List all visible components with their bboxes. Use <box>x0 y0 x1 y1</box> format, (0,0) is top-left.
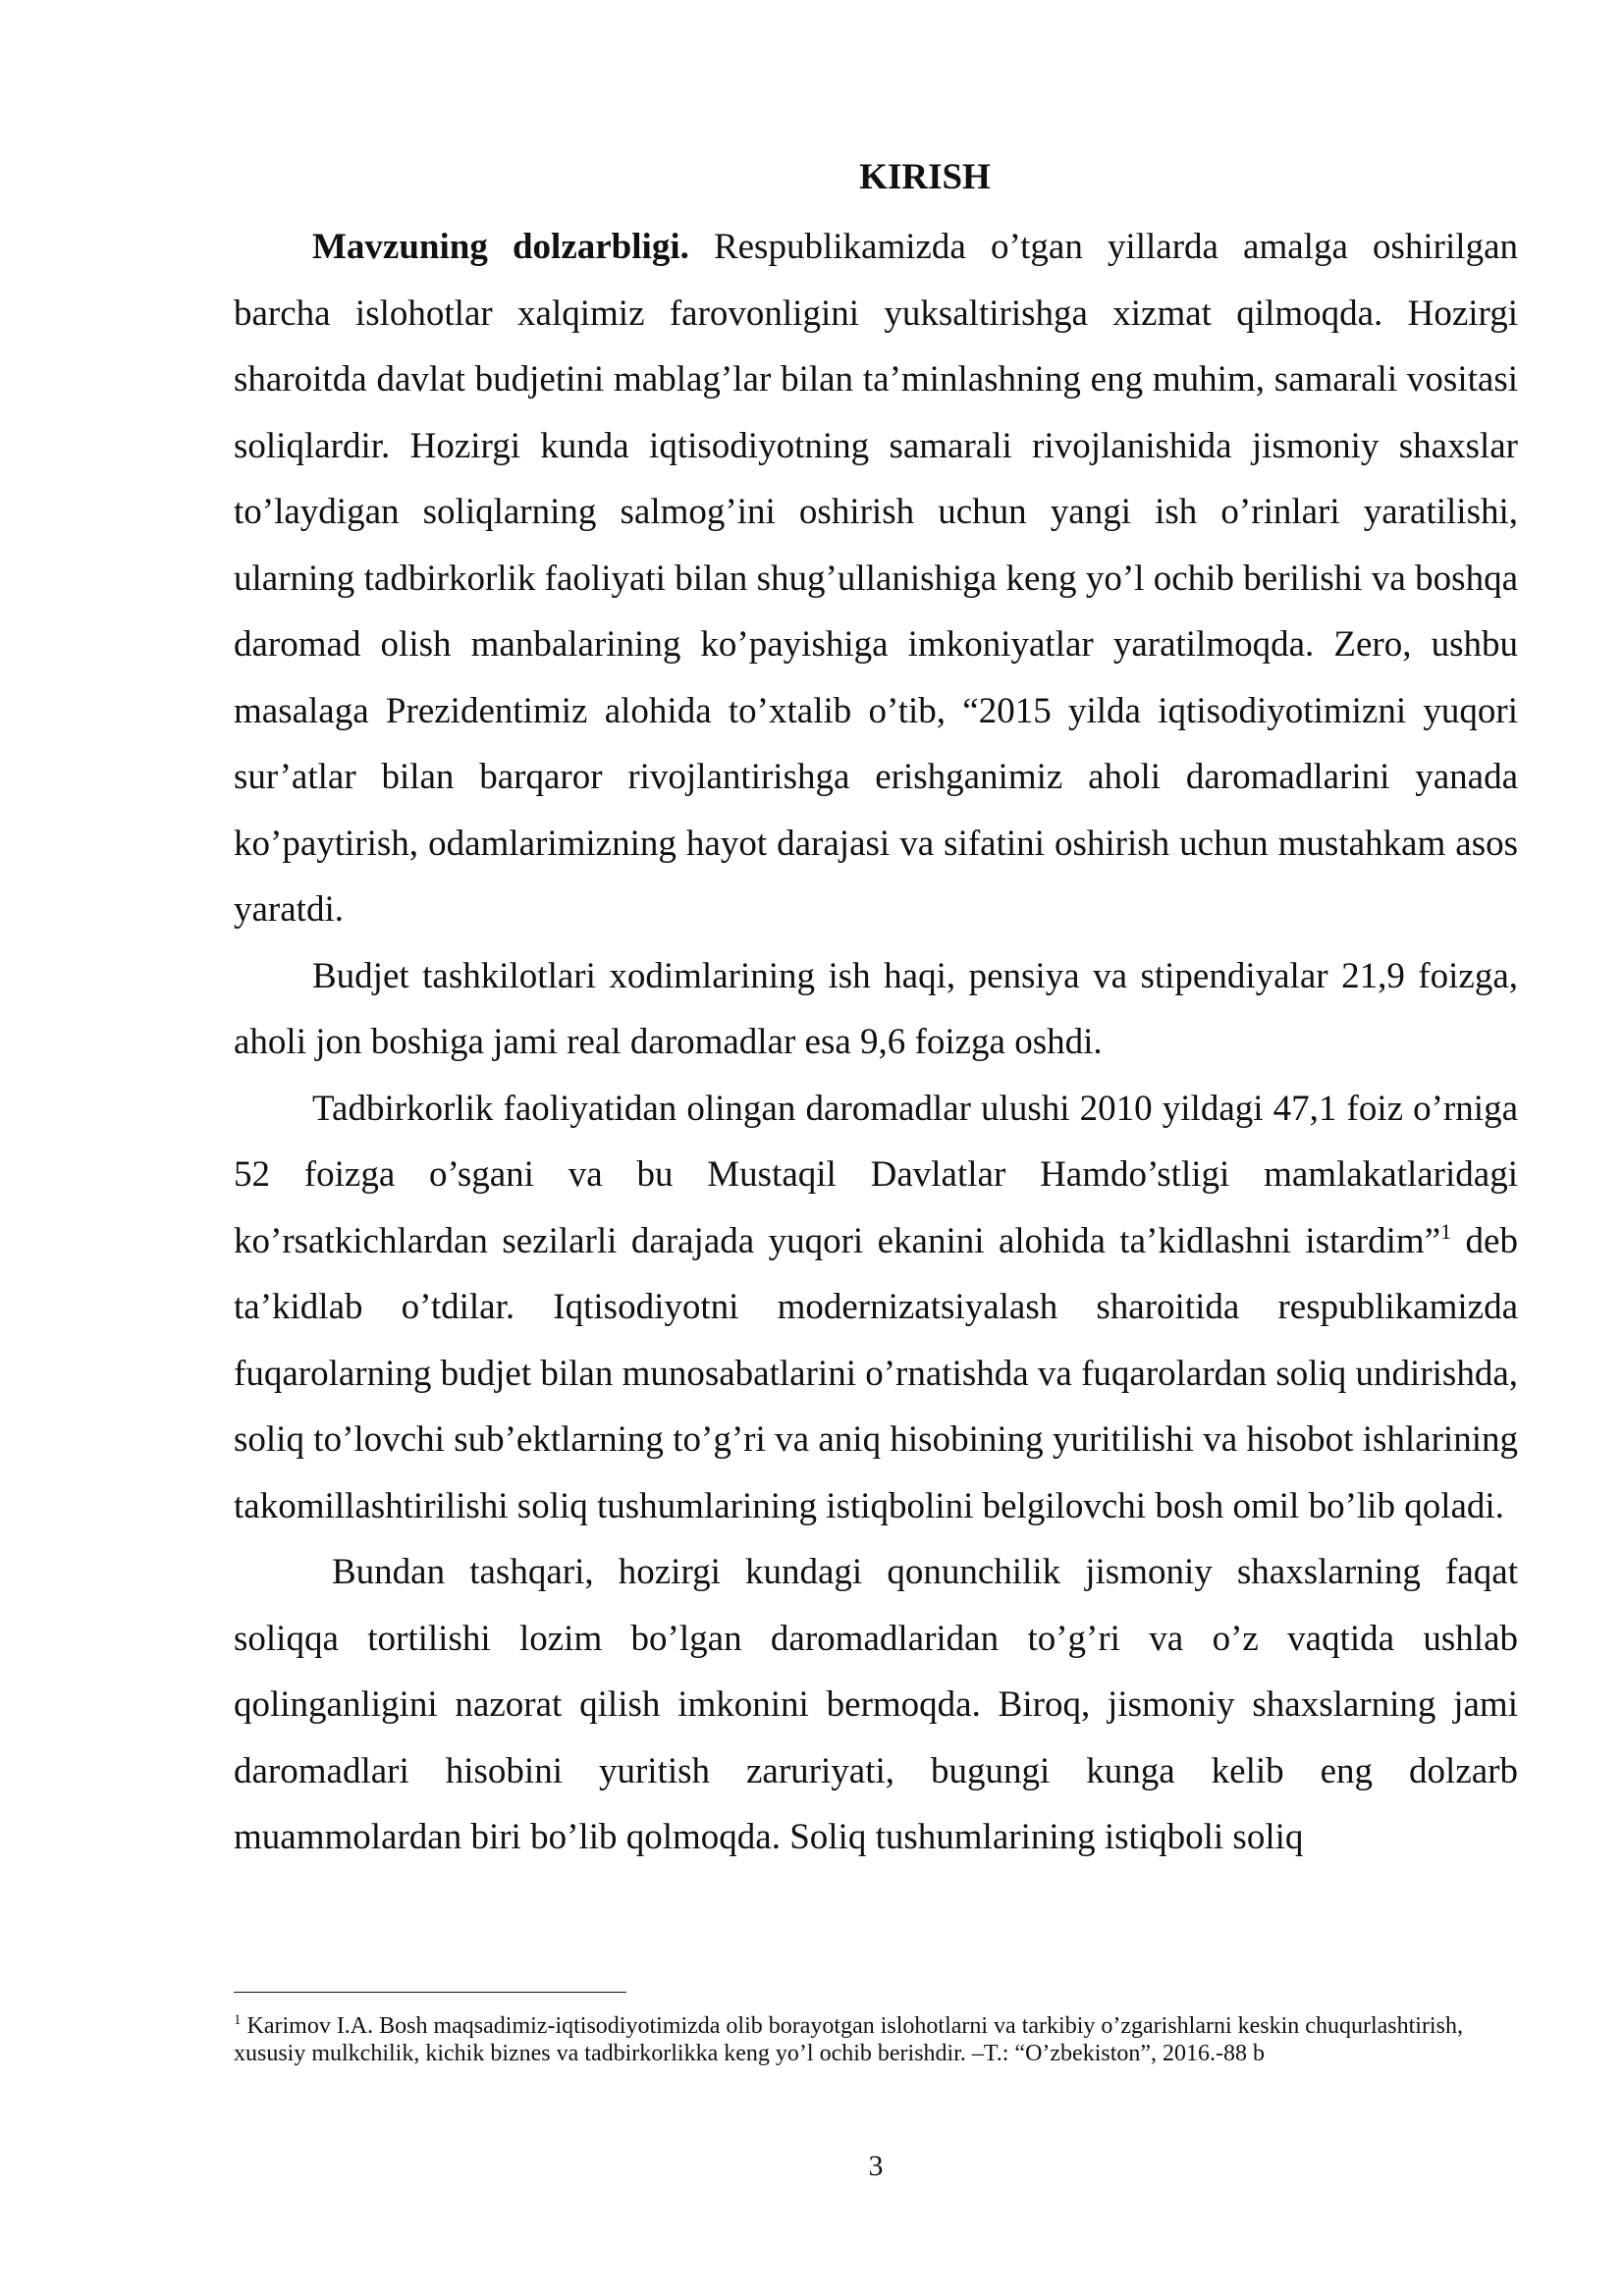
paragraph-lead: Mavzuning dolzarbligi. <box>312 227 689 267</box>
footnote-text: Karimov I.A. Bosh maqsadimiz-iqtisodiyotimizda olib borayotgan islohotlarni va tarkibiy o’zgarishlarni keskin chuqurlashtirish, xususiy mulkchilik, kichik biznes va tadbirkorlikka keng yo’l ochib berishdir. –T.: “O’zbekiston”, 2016.-88 b <box>234 2013 1463 2066</box>
paragraph-text: Respublikamizda o’tgan yillarda amalga oshirilgan barcha islohotlar xalqimiz farovonligini yuksaltirishga xizmat qilmoqda. Hozirgi sharoitda davlat budjetini mablag’lar bilan ta’minlashning eng muhim, samarali vositasi soliqlardir. Hozirgi kunda iqtisodiyotning samarali rivojlanishida jismoniy shaxslar to’laydigan soliqlarning salmog’ini oshirish uchun yangi ish o’rinlari yaratilishi, ularning tadbirkorlik faoliyati bilan shug’ullanishiga keng yo’l ochib berilishi va boshqa daromad olish manbalarining ko’payishiga imkoniyatlar yaratilmoqda. Zero, ushbu masalaga Prezidentimiz alohida to’xtalib o’tib, “2015 yilda iqtisodiyotimizni yuqori sur’atlar bilan barqaror rivojlantirishga erishganimiz aholi daromadlarini yanada ko’paytirish, odamlarimizning hayot darajasi va sifatini oshirish uchun mustahkam asos yaratdi. <box>234 227 1518 930</box>
paragraph-text-after: deb ta’kidlab o’tdilar. Iqtisodiyotni modernizatsiyalash sharoitida respublikamizda fuqarolarning budjet bilan munosabatlarini o’rnatishda va fuqarolardan soliq undirishda, soliq to’lovchi sub’ektlarning to’g’ri va aniq hisobining yuritilishi va hisobot ishlarining takomillashtirilishi soliq tushumlarining istiqbolini belgilovchi bosh omil bo’lib qoladi. <box>234 1220 1519 1526</box>
paragraph-text-before: Tadbirkorlik faoliyatidan olingan daromadlar ulushi 2010 yildagi 47,1 foiz o’rniga 52 foizga o’sgani va bu Mustaqil Davlatlar Hamdo’stligi mamlakatlaridagi ko’rsatkichlardan sezilarli darajada yuqori ekanini alohida ta’kidlashni istardim” <box>234 1088 1518 1261</box>
paragraph-relevance <box>234 214 1518 943</box>
paragraph-entrepreneurship <box>234 1076 1518 1540</box>
body-text <box>234 214 1518 1871</box>
page-number: 3 <box>868 2150 884 2182</box>
footnote <box>234 2012 1518 2067</box>
footnote-reference[interactable]: 1 <box>1440 1218 1452 1244</box>
page-title: KIRISH <box>859 157 991 197</box>
paragraph-budget: Budjet tashkilotlari xodimlarining ish haqi, pensiya va stipendiyalar 21,9 foizga, aholi jon boshiga jami real daromadlar esa 9,6 foizga oshdi. <box>234 955 1518 1062</box>
footnote-marker: 1 <box>234 2012 242 2028</box>
paragraph-legislation: Bundan tashqari, hozirgi kundagi qonunchilik jismoniy shaxslarning faqat soliqqa tortilishi lozim bo’lgan daromadlaridan to’g’ri va o’z vaqtida ushlab qolinganligini nazorat qilish imkonini bermoqda. Biroq, jismoniy shaxslarning jami daromadlari hisobini yuritish zaruriyati, bugungi kunga kelib eng dolzarb muammolardan biri bo’lib qolmoqda. Soliq tushumlarining istiqboli soliq <box>234 1552 1518 1857</box>
footnote-separator <box>234 1992 626 1993</box>
